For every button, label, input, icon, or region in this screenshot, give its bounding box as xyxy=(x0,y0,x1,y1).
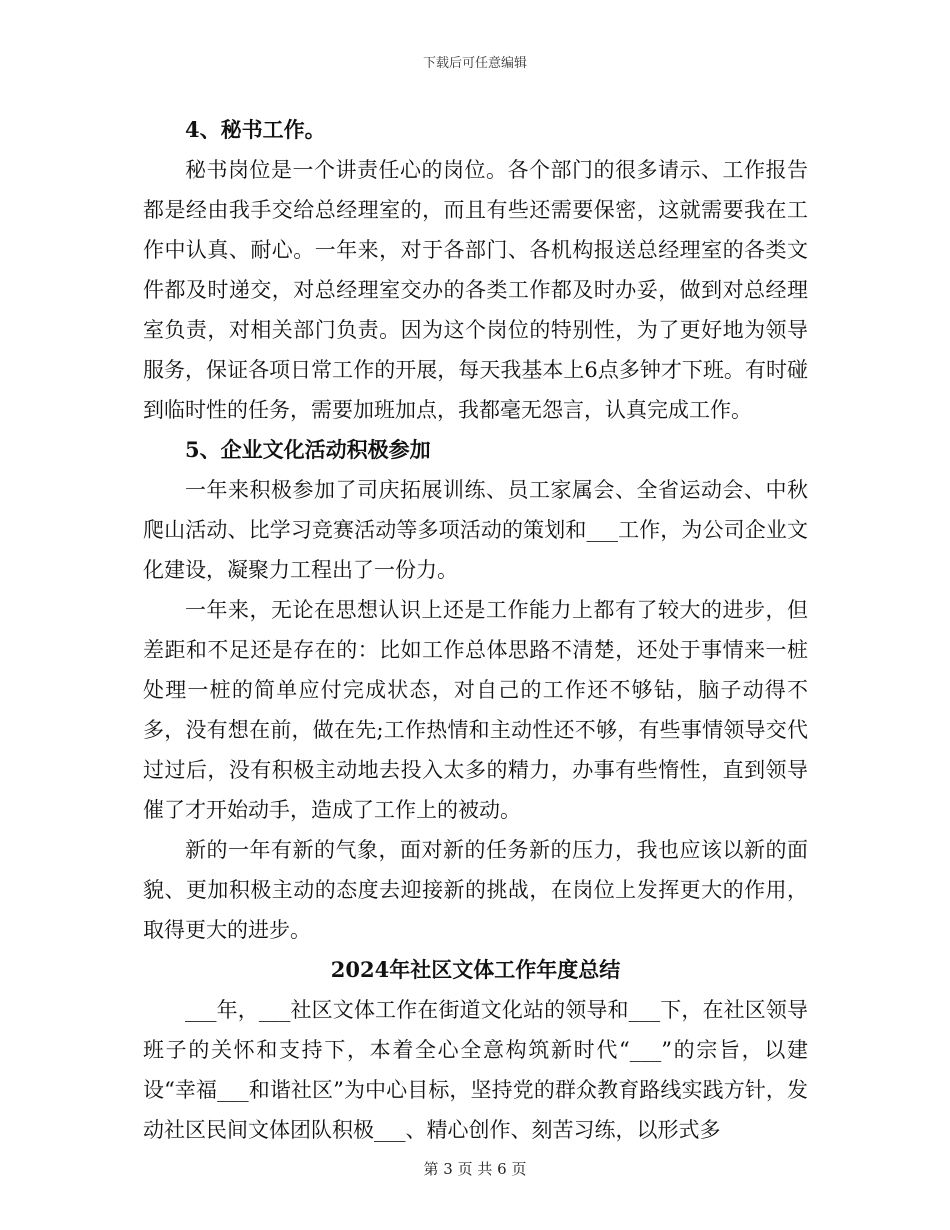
paragraph-community-summary: ___年，___社区文体工作在街道文化站的领导和___下，在社区领导班子的关怀和支持下，本着全心全意构筑新时代“___”的宗旨，以建设“幸福___和谐社区”为中心目标，坚持党的群众教育路线实践方针，发动社区民间文体团队积极___、精心创作、刻苦习练，以形式多 xyxy=(143,998,808,1142)
paragraph-secretary: 秘书岗位是一个讲责任心的岗位。各个部门的很多请示、工作报告都是经由我手交给总经理室的，而且有些还需要保密，这就需要我在工作中认真、耐心。一年来，对于各部门、各机构报送总经理室的各类文件都及时递交，对总经理室交办的各类工作都及时办妥，做到对总经理室负责，对相关部门负责。因为这个岗位的特别性，为了更好地为领导服务，保证各项日常工作的开展，每天我基本上6点多钟才下班。有时碰到临时性的任务，需要加班加点，我都毫无怨言，认真完成工作。 xyxy=(143,158,808,422)
page-number: 第 3 页 共 6 页 xyxy=(423,1160,527,1178)
section-heading-secretary: 4、秘书工作。 xyxy=(185,117,326,142)
paragraph-new-year: 新的一年有新的气象，面对新的任务新的压力，我也应该以新的面貌、更加积极主动的态度去迎接新的挑战，在岗位上发挥更大的作用，取得更大的进步。 xyxy=(143,838,808,942)
paragraph-culture-activities: 一年来积极参加了司庆拓展训练、员工家属会、全省运动会、中秋爬山活动、比学习竞赛活动等多项活动的策划和___工作，为公司企业文化建设，凝聚力工程出了一份力。 xyxy=(143,478,808,582)
header-note: 下载后可任意编辑 xyxy=(422,56,527,71)
document-body xyxy=(143,110,808,1150)
document-title: 2024年社区文体工作年度总结 xyxy=(330,957,621,982)
paragraph-shortcomings: 一年来，无论在思想认识上还是工作能力上都有了较大的进步，但差距和不足还是存在的：比如工作总体思路不清楚，还处于事情来一桩处理一桩的简单应付完成状态，对自己的工作还不够钻，脑子动得不多，没有想在前，做在先;工作热情和主动性还不够，有些事情领导交代过过后，没有积极主动地去投入太多的精力，办事有些惰性，直到领导催了才开始动手，造成了工作上的被动。 xyxy=(143,598,808,822)
section-heading-culture: 5、企业文化活动积极参加 xyxy=(185,437,431,462)
